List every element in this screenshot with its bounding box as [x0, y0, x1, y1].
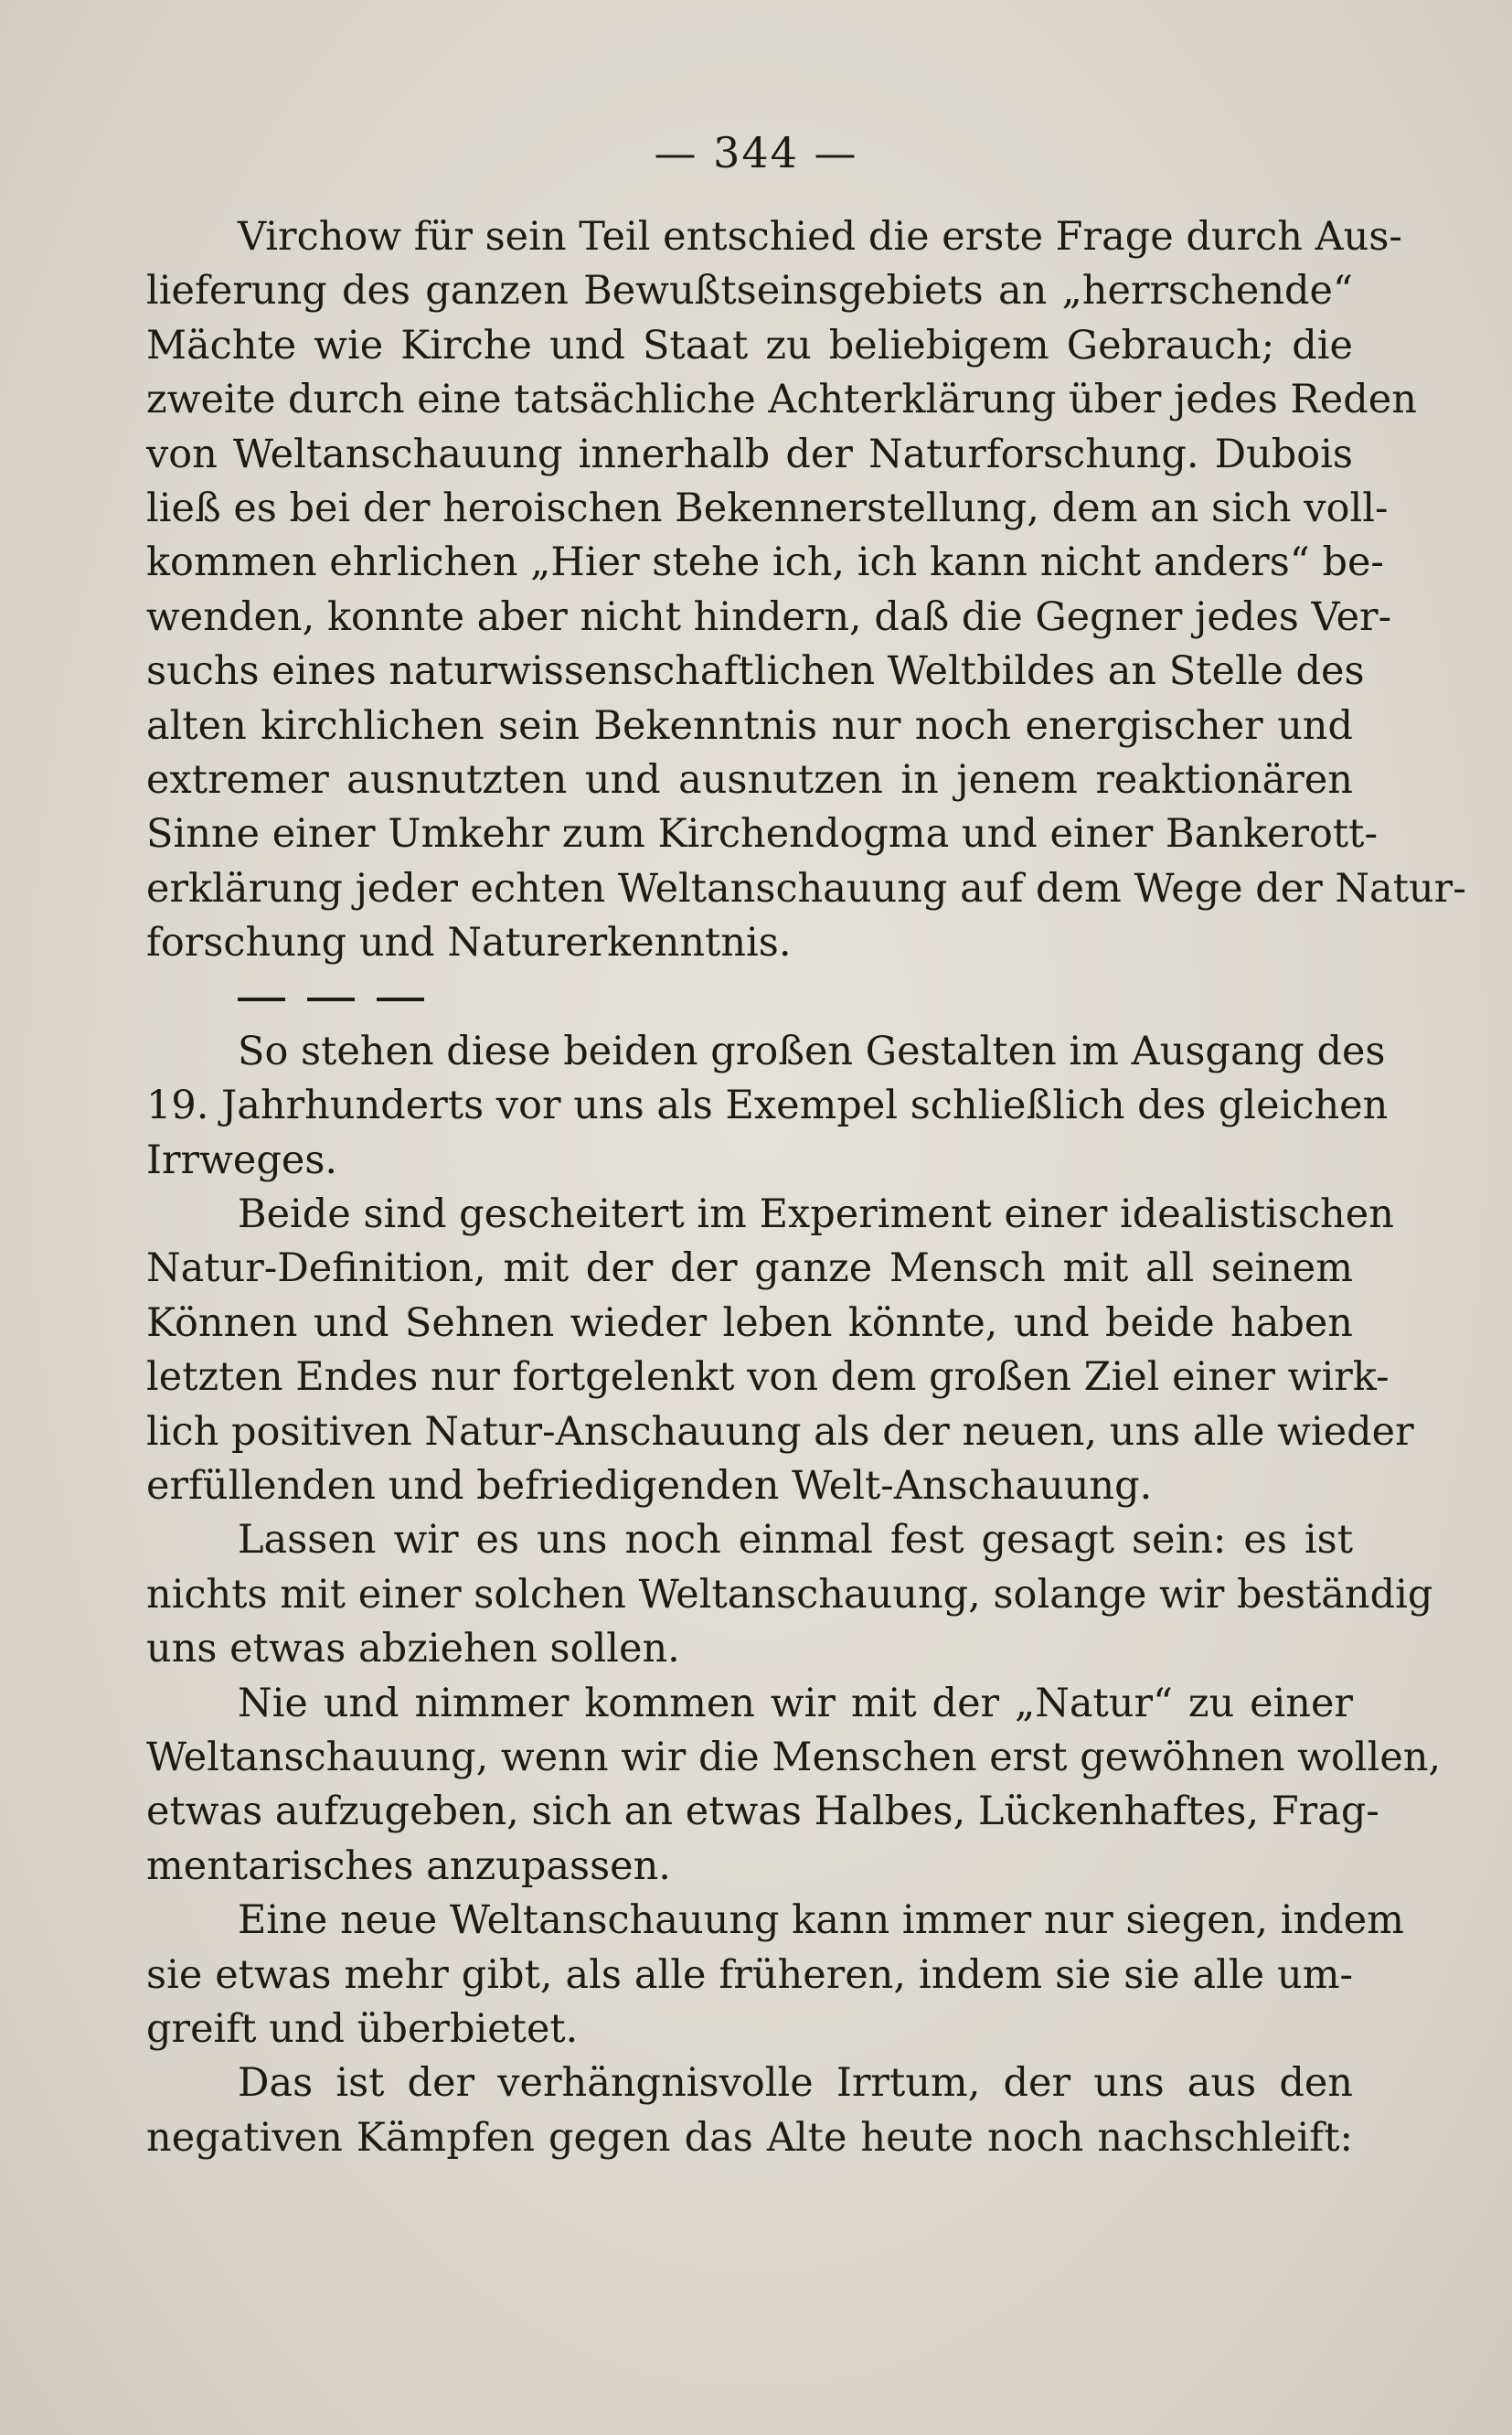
text-line: kommen ehrlichen „Hier stehe ich, ich kann nicht anders“ be- — [146, 539, 1384, 586]
text-line: Mächte wie Kirche und Staat zu beliebigem Gebrauch; die — [146, 322, 1353, 368]
text-line: Natur-Definition, mit der der ganze Mensch mit all seinem — [146, 1245, 1353, 1292]
text-line: Weltanschauung, wenn wir die Menschen erst gewöhnen wollen, — [146, 1734, 1442, 1780]
text-line: alten kirchlichen sein Bekenntnis nur noch energischer und — [146, 702, 1353, 749]
text-line: von Weltanschauung innerhalb der Naturforschung. Dubois — [146, 431, 1353, 477]
divider-dash — [238, 998, 285, 1001]
text-line: greift und überbietet. — [146, 2005, 579, 2052]
text-line: lieferung des ganzen Bewußtseinsgebiets an „herrschende“ — [146, 268, 1353, 315]
body-text — [146, 210, 1466, 2165]
text-line: extremer ausnutzten und ausnutzen in jenem reaktionären — [146, 756, 1353, 803]
text-line: negativen Kämpfen gegen das Alte heute noch nachschleift: — [146, 2114, 1353, 2161]
text-line: zweite durch eine tatsächliche Achterklärung über jedes Reden — [146, 377, 1417, 423]
text-line: wenden, konnte aber nicht hindern, daß die Gegner jedes Ver- — [146, 593, 1392, 640]
section-divider — [146, 970, 1353, 1024]
text-line: Virchow für sein Teil entschied die erste Frage durch Aus- — [238, 214, 1402, 260]
text-line: Das ist der verhängnisvolle Irrtum, der uns aus den — [238, 2060, 1353, 2107]
text-line: sie etwas mehr gibt, als alle früheren, indem sie sie alle um- — [146, 1951, 1353, 1998]
divider-dash — [307, 998, 355, 1001]
text-line: Beide sind gescheitert im Experiment einer idealistischen — [238, 1191, 1394, 1238]
text-line: Sinne einer Umkehr zum Kirchendogma und einer Bankerott- — [146, 811, 1378, 858]
page-number: — 344 — — [654, 128, 858, 177]
text-line: Lassen wir es uns noch einmal fest gesagt sein: es ist — [238, 1517, 1353, 1564]
text-line: uns etwas abziehen sollen. — [146, 1626, 680, 1672]
text-line: erfüllenden und befriedigenden Welt-Anschauung. — [146, 1462, 1153, 1509]
text-line: lich positiven Natur-Anschauung als der neuen, uns alle wieder — [146, 1408, 1414, 1455]
text-line: Eine neue Weltanschauung kann immer nur siegen, indem — [238, 1897, 1404, 1944]
text-line: nichts mit einer solchen Weltanschauung, solange wir beständig — [146, 1571, 1433, 1618]
divider-dash — [377, 998, 424, 1001]
text-line: Irrweges. — [146, 1137, 338, 1183]
text-line: 19. Jahrhunderts vor uns als Exempel schließlich des gleichen — [146, 1083, 1389, 1129]
text-line: Nie und nimmer kommen wir mit der „Natur“ zu einer — [238, 1680, 1353, 1726]
text-line: mentarisches anzupassen. — [146, 1842, 671, 1889]
text-line: letzten Endes nur fortgelenkt von dem großen Ziel einer wirk- — [146, 1354, 1390, 1401]
text-line: suchs eines naturwissenschaftlichen Weltbildes an Stelle des — [146, 648, 1365, 695]
text-line: Können und Sehnen wieder leben könnte, und beide haben — [146, 1299, 1353, 1346]
text-line: erklärung jeder echten Weltanschauung auf dem Wege der Natur- — [146, 865, 1466, 912]
text-line: ließ es bei der heroischen Bekennerstellung, dem an sich voll- — [146, 485, 1389, 531]
text-line: etwas aufzugeben, sich an etwas Halbes, Lückenhaftes, Frag- — [146, 1789, 1379, 1835]
text-line: forschung und Naturerkenntnis. — [146, 920, 792, 967]
text-line: So stehen diese beiden großen Gestalten im Ausgang des — [238, 1028, 1386, 1074]
